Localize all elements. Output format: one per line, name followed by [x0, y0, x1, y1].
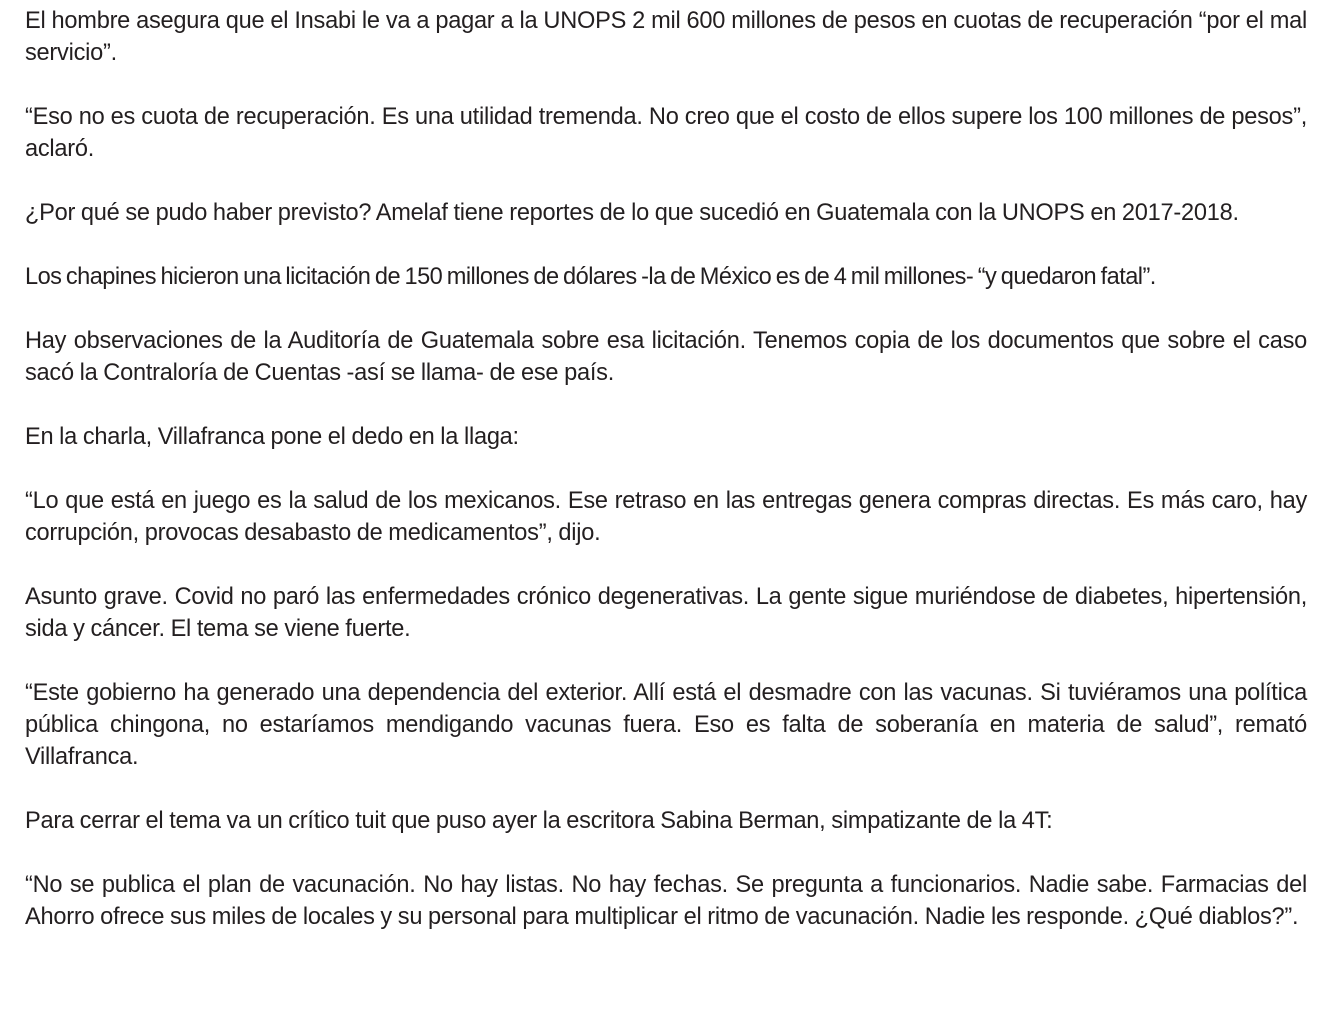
paragraph-7: “Lo que está en juego es la salud de los mexicanos. Ese retraso en las entregas genera compras directas. Es más caro, hay corrupción, provocas desabasto de medicamentos”, dijo. [25, 488, 1307, 546]
paragraph-9: “Este gobierno ha generado una dependencia del exterior. Allí está el desmadre con las vacunas. Si tuviéramos una política pública chingona, no estaríamos mendigando vacunas fuera. Eso es falta de soberanía en materia de salud”, remató Villafranca. [25, 680, 1307, 770]
paragraph-5: Hay observaciones de la Auditoría de Guatemala sobre esa licitación. Tenemos copia de los documentos que sobre el caso sacó la Contraloría de Cuentas -así se llama- de ese país. [25, 328, 1307, 386]
paragraph-11: “No se publica el plan de vacunación. No hay listas. No hay fechas. Se pregunta a funcionarios. Nadie sabe. Farmacias del Ahorro ofrece sus miles de locales y su personal para multiplicar el ritmo de vacunación. Nadie les responde. ¿Qué diablos?”. [25, 872, 1307, 930]
paragraph-8: Asunto grave. Covid no paró las enfermedades crónico degenerativas. La gente sigue muriéndose de diabetes, hipertensión, sida y cáncer. El tema se viene fuerte. [25, 584, 1307, 642]
paragraph-1: El hombre asegura que el Insabi le va a pagar a la UNOPS 2 mil 600 millones de pesos en cuotas de recuperación “por el mal servicio”. [25, 8, 1307, 66]
paragraph-3: ¿Por qué se pudo haber previsto? Amelaf tiene reportes de lo que sucedió en Guatemala con la UNOPS en 2017-2018. [25, 200, 1239, 226]
paragraph-6: En la charla, Villafranca pone el dedo en la llaga: [25, 424, 519, 450]
paragraph-10: Para cerrar el tema va un crítico tuit que puso ayer la escritora Sabina Berman, simpatizante de la 4T: [25, 808, 1053, 834]
paragraph-2: “Eso no es cuota de recuperación. Es una utilidad tremenda. No creo que el costo de ellos supere los 100 millones de pesos”, aclaró. [25, 104, 1307, 162]
paragraph-4: Los chapines hicieron una licitación de 150 millones de dólares -la de México es de 4 mil millones- “y quedaron fatal”. [25, 264, 1156, 290]
